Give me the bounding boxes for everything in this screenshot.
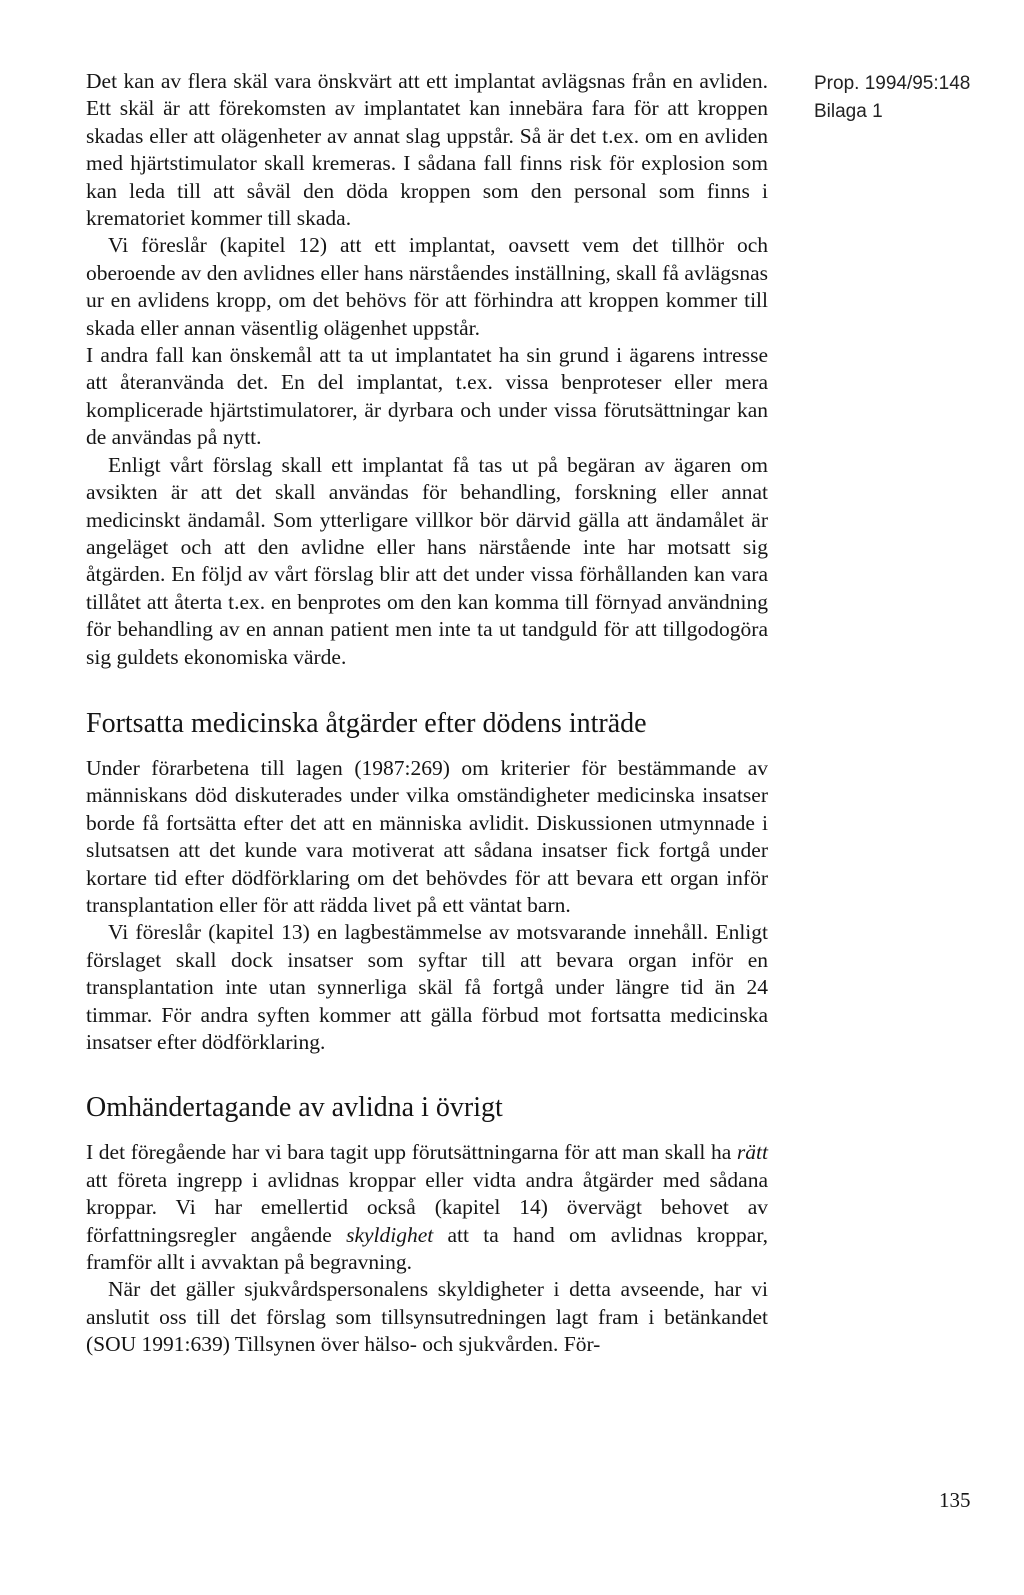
paragraph: Det kan av flera skäl vara önskvärt att ett implantat avlägsnas från en avliden. Ett skäl är att förekomsten av implantatet kan innebära fara för att kroppen skadas eller att olägenheter av annat slag uppstår. Så är det t.ex. om en avliden med hjärtstimulator skall kremeras. I sådana fall finns risk för explosion som kan leda till att såväl den döda kroppen som den personal som finns i krematoriet kommer till skada. <box>86 69 768 231</box>
appendix-label: Bilaga 1 <box>814 101 883 122</box>
section-heading: Fortsatta medicinska åtgärder efter dödens inträde <box>86 707 647 739</box>
emphasis: rätt <box>736 1140 768 1165</box>
paragraph: Vi föreslår (kapitel 12) att ett implantat, oavsett vem det tillhör och oberoende av den avlidnes eller hans närståendes inställning, skall få avlägsnas ur en avlidens kropp, om det behövs för att förhindra att kroppen kommer till skada eller annan väsentlig olägenhet uppstår. <box>86 233 768 340</box>
paragraph: Enligt vårt förslag skall ett implantat få tas ut på begäran av ägaren om avsikten är att det skall användas för behandling, forskning eller annat medicinskt ändamål. Som ytterligare villkor bör därvid gälla att ändamålet är angeläget och att den avlidne eller hans närstående inte har motsatt sig åtgärden. En följd av vårt förslag blir att det under vissa förhållanden kan vara tillåtet att återta t.ex. en benprotes om den kan komma till förnyad användning för behandling av en annan patient men inte ta ut tandguld för att tillgodogöra sig guldets ekonomiska värde. <box>86 452 768 669</box>
emphasis: skyldighet <box>346 1222 434 1247</box>
page-number: 135 <box>939 1488 971 1512</box>
text-run: att företa ingrepp i avlidnas kroppar eller vidta andra åtgärder med sådana kroppar. Vi har emellertid också (kapitel 14) övervägt behovet av författningsregler angående <box>86 1167 768 1247</box>
main-text <box>86 68 768 1359</box>
proposition-reference: Prop. 1994/95:148 <box>814 73 971 94</box>
paragraph: I andra fall kan önskemål att ta ut implantatet ha sin grund i ägarens intresse att återanvända det. En del implantat, t.ex. vissa benproteser eller mera komplicerade hjärtstimulatorer, är dyrbara och under vissa förutsättningar kan de användas på nytt. <box>86 343 768 450</box>
paragraph: Under förarbetena till lagen (1987:269) om kriterier för bestämmande av människans död diskuterades under vilka omständigheter medicinska insatser borde få fortsätta efter det att en människa avlidit. Diskussionen utmynnade i slutsatsen att det kunde vara motiverat att sådana insatser fick fortgå under kortare tid efter dödförklaring om det behövdes för att bevara ett organ inför transplantation eller för att rädda livet på ett väntat barn. <box>86 755 768 917</box>
paragraph <box>86 1139 768 1276</box>
paragraph: Vi föreslår (kapitel 13) en lagbestämmelse av motsvarande innehåll. Enligt förslaget skall dock insatser som syftar till att bevara organ inför en transplantation inte utan synnerliga skäl få fortgå under längre tid än 24 timmar. För andra syften kommer att gälla förbud mot fortsatta medicinska insatser efter dödförklaring. <box>86 920 768 1054</box>
text-run: att ta hand om avlidnas kroppar, framför allt i avvaktan på begravning. <box>86 1222 768 1275</box>
text-run: I det föregående har vi bara tagit upp förutsättningarna för att man skall ha <box>86 1140 737 1165</box>
paragraph: När det gäller sjukvårdspersonalens skyldigheter i detta avseende, har vi anslutit oss till det förslag som tillsynsutredningen lagt fram i betänkandet (SOU 1991:639) Tillsynen över hälso- och sjukvården. För- <box>86 1277 768 1357</box>
margin-reference <box>814 70 970 126</box>
section-heading: Omhändertagande av avlidna i övrigt <box>86 1092 503 1124</box>
